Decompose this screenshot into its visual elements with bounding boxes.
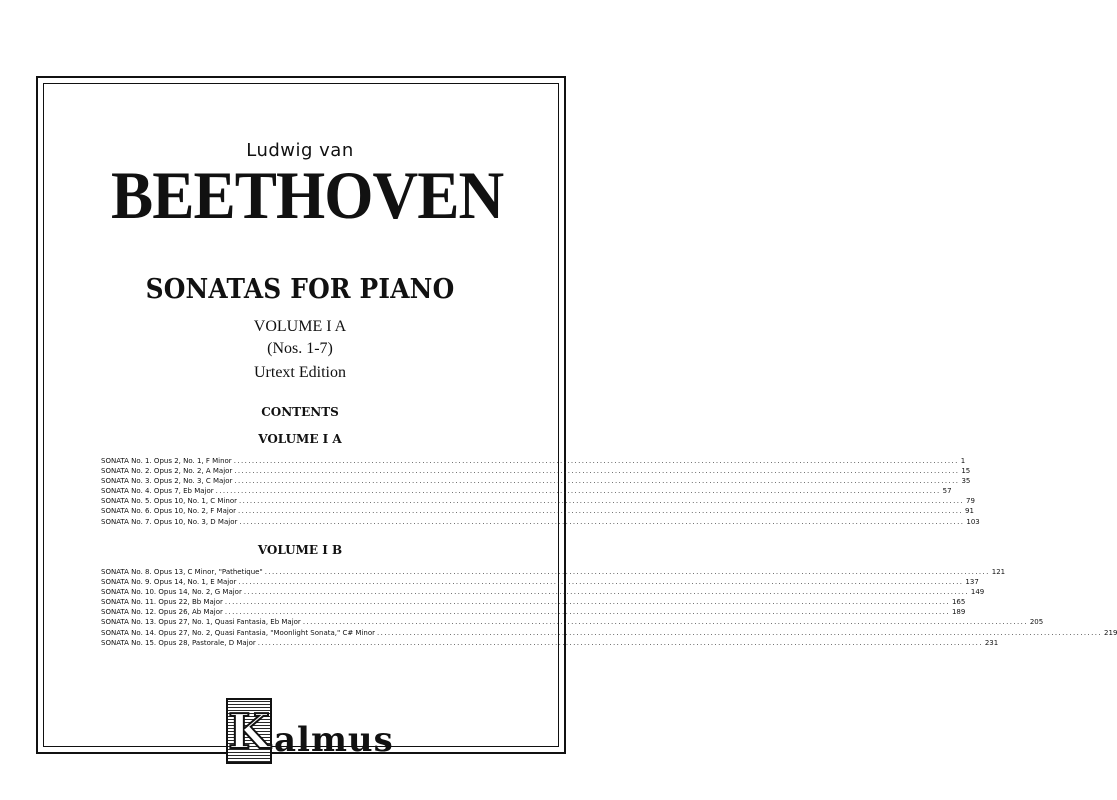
toc-entry-page: 165 <box>951 598 966 607</box>
toc-entry-title: SONATA No. 2. Opus 2, No. 2, A Major <box>101 467 233 476</box>
contents-heading: CONTENTS <box>261 405 339 419</box>
toc-entry-page: 57 <box>942 487 952 496</box>
toc-dot-leader: ........................................................................................................................................................................................................ <box>377 628 1103 637</box>
toc-dot-leader: ........................................................................................................................................................................................................ <box>238 578 964 587</box>
toc-entry-title: SONATA No. 13. Opus 27, No. 1, Quasi Fantasia, Eb Major <box>101 618 301 627</box>
publisher-logo-initial: K <box>228 704 270 760</box>
volume-numbers: (Nos. 1-7) <box>267 340 333 357</box>
toc-entry-title: SONATA No. 7. Opus 10, No. 3, D Major <box>101 517 238 526</box>
toc-entry <box>101 496 975 506</box>
toc-entry-page: 219 <box>1104 628 1117 637</box>
toc-dot-leader: ........................................................................................................................................................................................................ <box>243 588 969 597</box>
volume-b-heading: VOLUME I B <box>257 543 343 557</box>
toc-dot-leader: ........................................................................................................................................................................................................ <box>224 608 950 617</box>
publisher-logo <box>226 694 394 764</box>
toc-entry <box>101 456 966 466</box>
toc-entry <box>101 628 1117 638</box>
toc-dot-leader: ........................................................................................................................................................................................................ <box>238 507 964 516</box>
toc-entry-page: 15 <box>961 467 971 476</box>
toc-entry-title: SONATA No. 5. Opus 10, No. 1, C Minor <box>101 497 237 506</box>
volume-a-heading: VOLUME I A <box>258 432 342 446</box>
edition-label: Urtext Edition <box>254 364 346 381</box>
toc-entry <box>101 567 1006 577</box>
publisher-logo-text: almus <box>274 720 394 760</box>
toc-dot-leader: ........................................................................................................................................................................................................ <box>233 457 959 465</box>
toc-entry-title: SONATA No. 11. Opus 22, Bb Major <box>101 598 223 607</box>
toc-dot-leader: ........................................................................................................................................................................................................ <box>224 598 950 607</box>
toc-volume-a <box>101 456 980 527</box>
toc-dot-leader: ........................................................................................................................................................................................................ <box>264 568 990 576</box>
toc-dot-leader: ........................................................................................................................................................................................................ <box>239 497 965 506</box>
toc-entry-page: 79 <box>966 497 975 506</box>
toc-entry <box>101 607 966 617</box>
toc-dot-leader: ........................................................................................................................................................................................................ <box>257 638 983 647</box>
toc-entry-page: 231 <box>984 638 999 647</box>
toc-entry <box>101 466 971 476</box>
composer-first-name: Ludwig van <box>246 140 354 161</box>
toc-dot-leader: ........................................................................................................................................................................................................ <box>239 517 965 526</box>
composer-last-name: BEETHOVEN <box>111 157 504 233</box>
toc-entry <box>101 597 966 607</box>
toc-entry <box>101 638 999 648</box>
toc-entry-page: 205 <box>1029 618 1044 627</box>
toc-entry <box>101 486 952 496</box>
toc-entry-page: 121 <box>991 568 1006 576</box>
toc-dot-leader: ........................................................................................................................................................................................................ <box>234 467 960 476</box>
toc-entry <box>101 587 985 597</box>
toc-dot-leader: ........................................................................................................................................................................................................ <box>234 477 960 486</box>
toc-dot-leader: ........................................................................................................................................................................................................ <box>302 618 1028 627</box>
toc-entry-page: 91 <box>965 507 974 516</box>
toc-entry-page: 137 <box>965 578 979 587</box>
publisher-logo-badge <box>226 698 272 764</box>
volume-title: VOLUME I A <box>253 318 347 335</box>
toc-entry <box>101 506 974 516</box>
toc-entry-title: SONATA No. 4. Opus 7, Eb Major <box>101 487 214 496</box>
toc-entry-title: SONATA No. 6. Opus 10, No. 2, F Major <box>101 507 236 516</box>
toc-entry-title: SONATA No. 12. Opus 26, Ab Major <box>101 608 223 617</box>
toc-entry <box>101 577 979 587</box>
toc-entry-title: SONATA No. 8. Opus 13, C Minor, "Pathetique" <box>101 568 263 576</box>
toc-entry <box>101 517 980 527</box>
toc-entry <box>101 476 971 486</box>
work-title: SONATAS FOR PIANO <box>145 274 455 305</box>
toc-entry-page: 103 <box>966 517 980 526</box>
toc-dot-leader: ........................................................................................................................................................................................................ <box>215 487 941 496</box>
toc-entry-title: SONATA No. 15. Opus 28, Pastorale, D Major <box>101 638 256 647</box>
toc-entry-title: SONATA No. 14. Opus 27, No. 2, Quasi Fantasia, "Moonlight Sonata," C# Minor <box>101 628 375 637</box>
toc-entry-title: SONATA No. 10. Opus 14, No. 2, G Major <box>101 588 242 597</box>
toc-volume-b <box>101 567 1117 648</box>
toc-entry-title: SONATA No. 1. Opus 2, No. 1, F Minor <box>101 457 232 465</box>
toc-entry-page: 35 <box>961 477 971 486</box>
toc-entry-page: 1 <box>960 457 966 465</box>
toc-entry-title: SONATA No. 9. Opus 14, No. 1, E Major <box>101 578 237 587</box>
toc-entry <box>101 617 1044 627</box>
toc-entry-page: 149 <box>970 588 985 597</box>
toc-entry-page: 189 <box>951 608 966 617</box>
toc-entry-title: SONATA No. 3. Opus 2, No. 3, C Major <box>101 477 233 486</box>
